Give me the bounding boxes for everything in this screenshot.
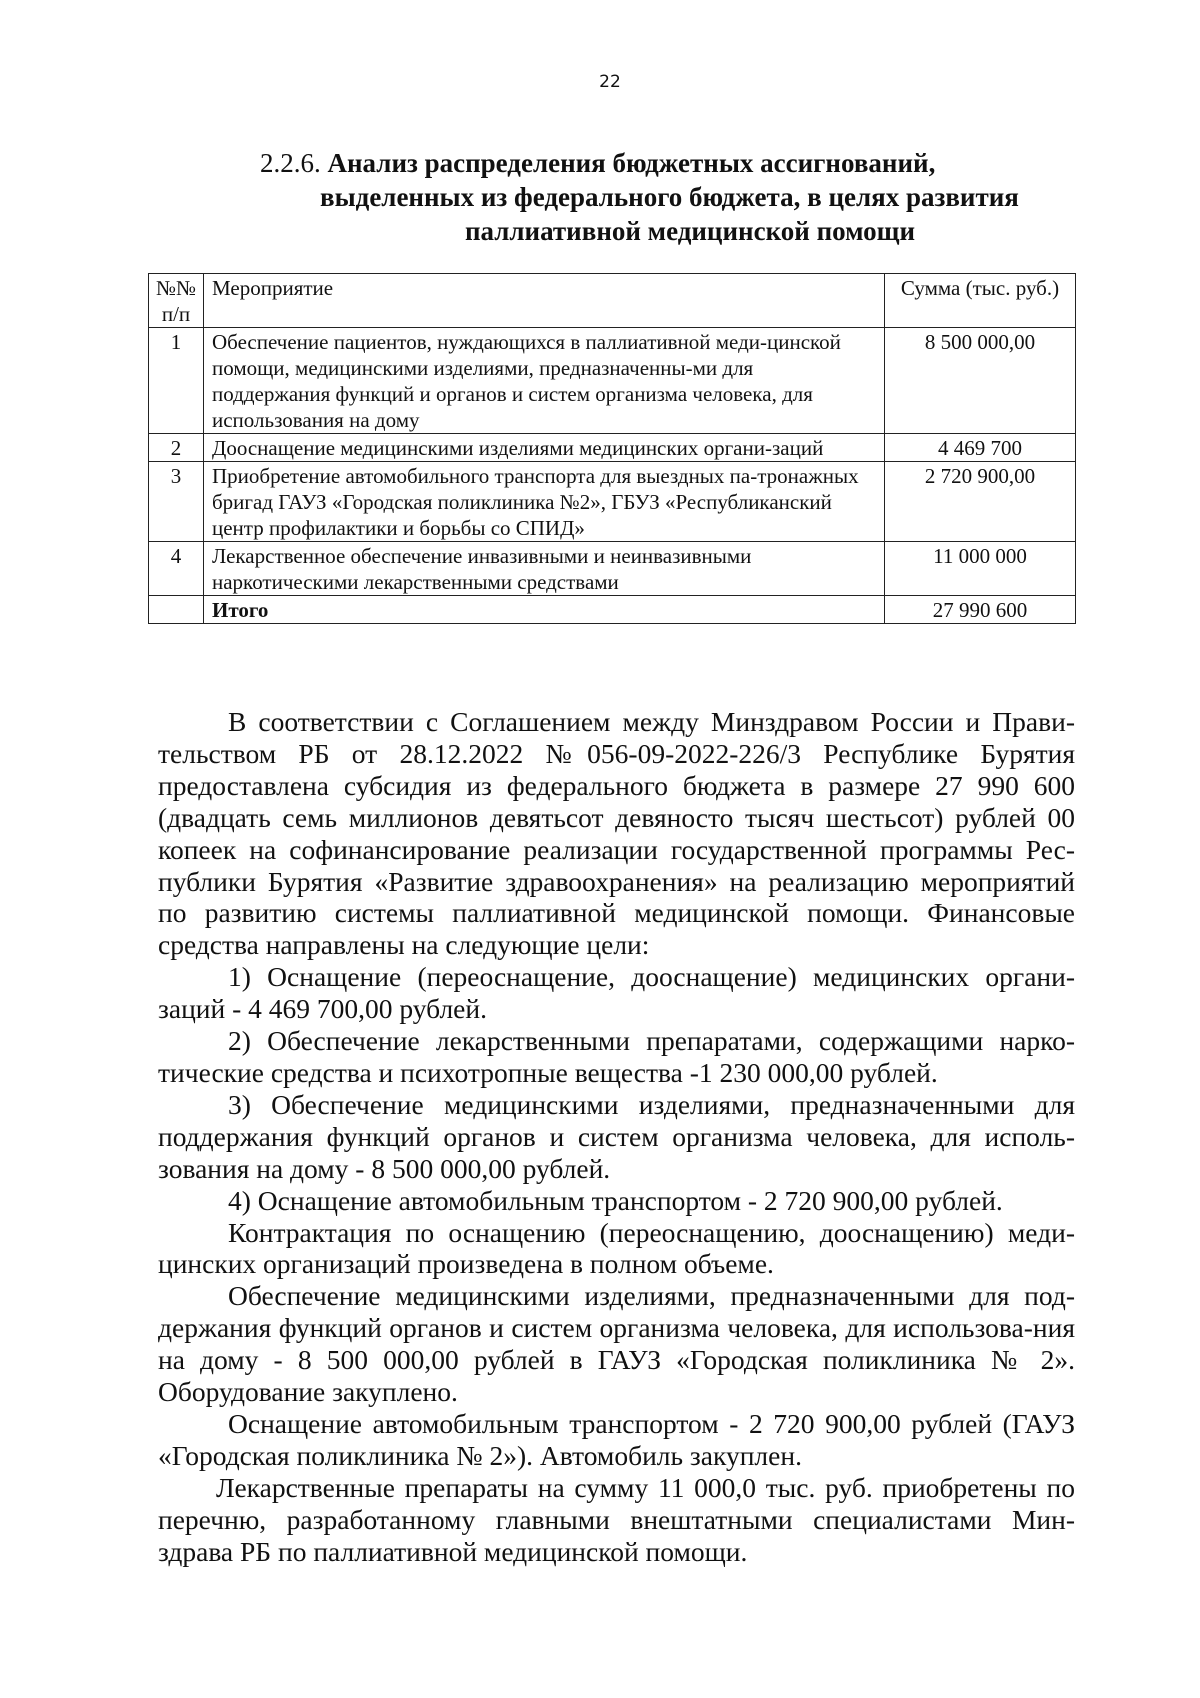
paragraph: Контрактация по оснащению (переоснащению, дооснащению) меди-цинских организаций произведена в полном объеме. — [158, 1216, 1075, 1280]
row-sum: 11 000 000 — [885, 542, 1076, 596]
heading-text-1: Анализ распределения бюджетных ассигнований, — [327, 148, 936, 178]
paragraph: 4) Оснащение автомобильным транспортом - 2 720 900,00 рублей. — [228, 1184, 1003, 1216]
table-row — [149, 462, 1076, 542]
row-number: 4 — [149, 542, 204, 596]
header-name: Мероприятие — [204, 274, 885, 328]
paragraph: 1) Оснащение (переоснащение, дооснащение) медицинских органи-заций - 4 469 700,00 рублей. — [158, 961, 1075, 1025]
page-number: 22 — [599, 72, 621, 92]
row-activity: Лекарственное обеспечение инвазивными и неинвазивными наркотическими лекарственными средствами — [204, 542, 885, 596]
table-header-row — [149, 274, 1076, 328]
row-sum: 4 469 700 — [885, 434, 1076, 462]
table-row — [149, 542, 1076, 596]
header-sum: Сумма (тыс. руб.) — [885, 274, 1076, 328]
row-number: 1 — [149, 328, 204, 434]
row-sum: 2 720 900,00 — [885, 462, 1076, 542]
section-number: 2.2.6. — [260, 148, 321, 178]
heading-line-2: выделенных из федерального бюджета, в целях развития — [320, 182, 1019, 212]
header-no: №№ п/п — [149, 274, 204, 328]
paragraph: Обеспечение медицинскими изделиями, предназначенными для под-держания функций органов и систем организма человека, для использова-ния на дому - 8 500 000,00 рублей в ГАУЗ «Городская поликлиника № 2». Оборудование закуплено. — [158, 1280, 1075, 1408]
section-heading — [260, 146, 1060, 248]
table-row — [149, 328, 1076, 434]
total-label: Итого — [204, 596, 885, 624]
paragraph: Оснащение автомобильным транспортом - 2 720 900,00 рублей (ГАУЗ «Городская поликлиника № 2»). Автомобиль закуплен. — [158, 1407, 1075, 1471]
body-text — [158, 706, 1075, 1567]
total-sum: 27 990 600 — [885, 596, 1076, 624]
row-number: 2 — [149, 434, 204, 462]
table-total-row — [149, 596, 1076, 624]
paragraph: 3) Обеспечение медицинскими изделиями, предназначенными для поддержания функций органов и систем организма человека, для исполь-зования на дому - 8 500 000,00 рублей. — [158, 1088, 1075, 1184]
total-number-cell — [149, 596, 204, 624]
paragraph: В соответствии с Соглашением между Минздравом России и Прави-тельством РБ от 28.12.2022 №056-09-2022-226/3 Республике Бурятия предоставлена субсидия из федерального бюджета в размере 27 990 600 (двадцать семь миллионов девятьсот девяносто тысяч шестьсот) рублей 00 копеек на софинансирование реализации государственной программы Рес-публики Бурятия «Развитие здравоохранения» на реализацию мероприятий по развитию системы паллиативной медицинской помощи. Финансовые средства направлены на следующие цели: — [158, 706, 1075, 961]
heading-line-3: паллиативной медицинской помощи — [464, 216, 916, 246]
row-activity: Обеспечение пациентов, нуждающихся в паллиативной меди-цинской помощи, медицинскими изделиями, предназначенны-ми для поддержания функций и органов и систем организма человека, для использования на дому — [204, 328, 885, 434]
row-number: 3 — [149, 462, 204, 542]
budget-table — [148, 273, 1076, 624]
heading-line-1 — [260, 146, 1060, 180]
table-row — [149, 434, 1076, 462]
paragraph: Лекарственные препараты на сумму 11 000,0 тыс. руб. приобретены по перечню, разработанному главными внештатными специалистами Мин-здрава РБ по паллиативной медицинской помощи. — [158, 1471, 1075, 1567]
row-activity: Приобретение автомобильного транспорта для выездных па-тронажных бригад ГАУЗ «Городская поликлиника №2», ГБУЗ «Республиканский центр профилактики и борьбы со СПИД» — [204, 462, 885, 542]
row-activity: Дооснащение медицинскими изделиями медицинских органи-заций — [204, 434, 885, 462]
row-sum: 8 500 000,00 — [885, 328, 1076, 434]
paragraph: 2) Обеспечение лекарственными препаратами, содержащими нарко-тические средства и психотропные вещества -1 230 000,00 рублей. — [158, 1025, 1075, 1088]
